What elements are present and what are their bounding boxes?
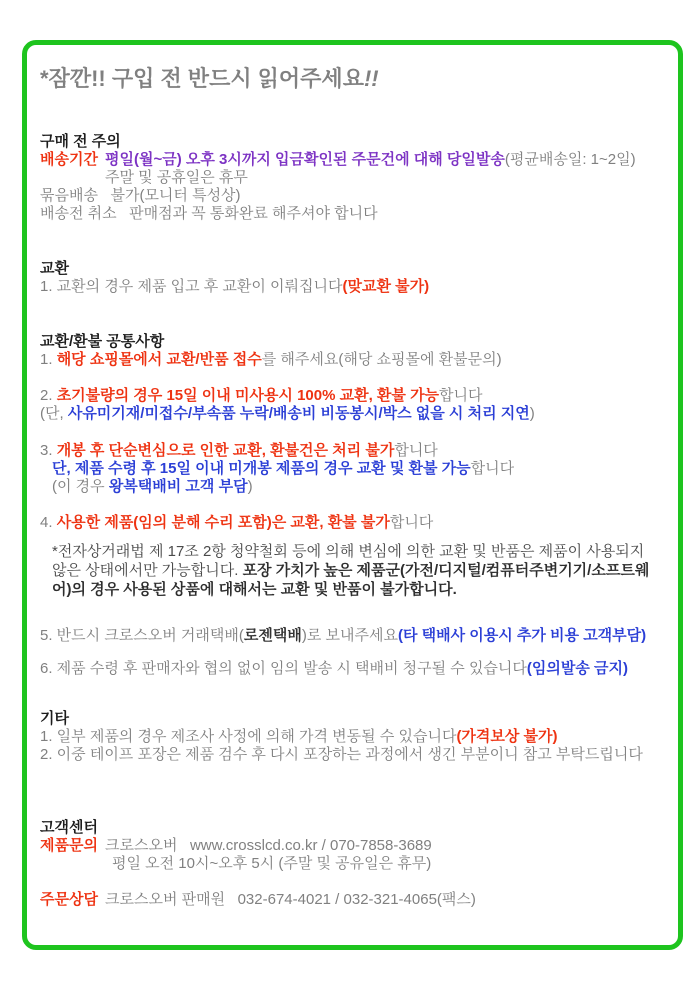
common-item-3-note-pre: (이 경우 — [52, 478, 109, 495]
common-item-2-pre: 2. — [40, 387, 57, 404]
common-item-2-red: 초기불량의 경우 15일 이내 미사용시 100% 교환, 환불 가능 — [56, 387, 440, 404]
common-item-4-post: 합니다 — [389, 514, 434, 531]
common-item-1-red: 해당 쇼핑몰에서 교환/반품 접수 — [56, 351, 262, 368]
common-item-3-sub — [52, 460, 660, 478]
cancel-before-shipping-line: 배송전 취소 판매점과 꼭 통화완료 해주셔야 합니다 — [40, 205, 378, 222]
ecommerce-law-normal: *전자상거래법 제 17조 2항 청약철회 등에 의해 변심에 의한 교환 및 반품은 제품이 사용되지 않은 상태에서만 가능합니다. — [52, 543, 645, 579]
section-heading-purchase-caution: 구매 전 주의 — [40, 133, 121, 150]
shipping-period-line — [40, 151, 660, 169]
product-inquiry-label: 제품문의 — [40, 837, 98, 854]
common-item-5-mid: )로 보내주세요 — [301, 627, 398, 644]
common-item-6 — [40, 660, 660, 678]
section-heading-etc: 기타 — [40, 710, 69, 727]
common-item-2-note-post: ) — [529, 405, 535, 422]
shipping-period-label: 배송기간 — [40, 151, 98, 168]
etc-item-1-red: (가격보상 불가) — [456, 728, 558, 745]
order-consult-info: 크로스오버 판매원 032-674-4021 / 032-321-4065(팩스) — [105, 891, 476, 908]
common-item-2-note-blue: 사유미기재/미접수/부속품 누락/배송비 비동봉시/박스 없을 시 처리 지연 — [67, 405, 530, 422]
product-inquiry-hours: 평일 오전 10시~오후 5시 (주말 및 공유일은 휴무) — [112, 855, 432, 872]
common-item-2-note — [40, 405, 660, 423]
common-item-2 — [40, 387, 660, 405]
exchange-item-1-text: 1. 교환의 경우 제품 입고 후 교환이 이뤄집니다 — [40, 278, 343, 295]
common-item-3-note-blue: 왕복택배비 고객 부담 — [108, 478, 248, 495]
common-item-3-note — [52, 478, 660, 496]
section-heading-common: 교환/환불 공통사항 — [40, 333, 165, 350]
common-item-6-blue: (임의발송 금지) — [526, 660, 629, 677]
common-item-3-sub-post: 합니다 — [470, 460, 515, 477]
common-item-4-pre: 4. — [40, 514, 57, 531]
page-title-text: *잠깐!! 구입 전 반드시 읽어주세요 — [40, 66, 364, 91]
common-item-4-red: 사용한 제품(임의 분해 수리 포함)은 교환, 환불 불가 — [56, 514, 390, 531]
common-item-6-pre: 6. 제품 수령 후 판매자와 협의 없이 임의 발송 시 택배비 청구될 수 있습니다 — [40, 660, 527, 677]
product-inquiry-info: 크로스오버 www.crosslcd.co.kr / 070-7858-3689 — [105, 837, 432, 854]
exchange-item-1 — [40, 278, 660, 296]
etc-item-2: 2. 이중 테이프 포장은 제품 검수 후 다시 포장하는 과정에서 생긴 부분이니 참고 부탁드립니다 — [40, 746, 643, 763]
section-heading-support: 고객센터 — [40, 819, 98, 836]
page-title-exclamation: !! — [363, 66, 379, 91]
common-item-1-post: 를 해주세요(해당 쇼핑몰에 환불문의) — [261, 351, 502, 368]
ecommerce-law-paragraph — [52, 542, 660, 599]
shipping-period-main: 평일(월~금) 오후 3시까지 입금확인된 주문건에 대해 당일발송 — [105, 151, 505, 168]
common-item-5 — [40, 627, 660, 645]
common-item-5-pre: 5. 반드시 크로스오버 거래택배( — [40, 627, 244, 644]
bundle-shipping-line: 묶음배송 불가(모니터 특성상) — [40, 187, 241, 204]
product-inquiry-line — [40, 837, 660, 855]
weekend-closed-line: 주말 및 공휴일은 휴무 — [105, 169, 248, 186]
common-item-3-red: 개봉 후 단순변심으로 인한 교환, 환불건은 처리 불가 — [56, 442, 395, 459]
notice-box — [22, 40, 683, 950]
etc-item-1 — [40, 728, 660, 746]
common-item-4 — [40, 514, 660, 532]
common-item-1-pre: 1. — [40, 351, 57, 368]
common-item-3 — [40, 442, 660, 460]
order-consult-label: 주문상담 — [40, 891, 98, 908]
common-item-3-sub-blue: 단, 제품 수령 후 15일 이내 미개봉 제품의 경우 교환 및 환불 가능 — [52, 460, 471, 477]
common-item-3-pre: 3. — [40, 442, 57, 459]
common-item-2-post: 합니다 — [439, 387, 483, 404]
common-item-5-courier: 로젠택배 — [243, 627, 302, 644]
etc-item-1-pre: 1. 일부 제품의 경우 제조사 사정에 의해 가격 변동될 수 있습니다 — [40, 728, 457, 745]
common-item-2-note-pre: (단, — [40, 405, 68, 422]
common-item-3-note-post: ) — [247, 478, 253, 495]
shipping-period-note: (평균배송일: 1~2일) — [504, 151, 636, 168]
common-item-5-blue: (타 택배사 이용시 추가 비용 고객부담) — [397, 627, 647, 644]
section-heading-exchange: 교환 — [40, 260, 69, 277]
page-title — [40, 62, 660, 93]
ecommerce-law-bold: 포장 가치가 높은 제품군(가전/디지털/컴퓨터주변기기/소프트웨어)의 경우 사용된 상품에 대해서는 교환 및 반품이 불가합니다. — [52, 562, 650, 598]
common-item-3-post: 합니다 — [394, 442, 438, 459]
exchange-item-1-warning: (맞교환 불가) — [342, 278, 430, 295]
common-item-1 — [40, 351, 660, 369]
order-consult-line — [40, 891, 660, 909]
